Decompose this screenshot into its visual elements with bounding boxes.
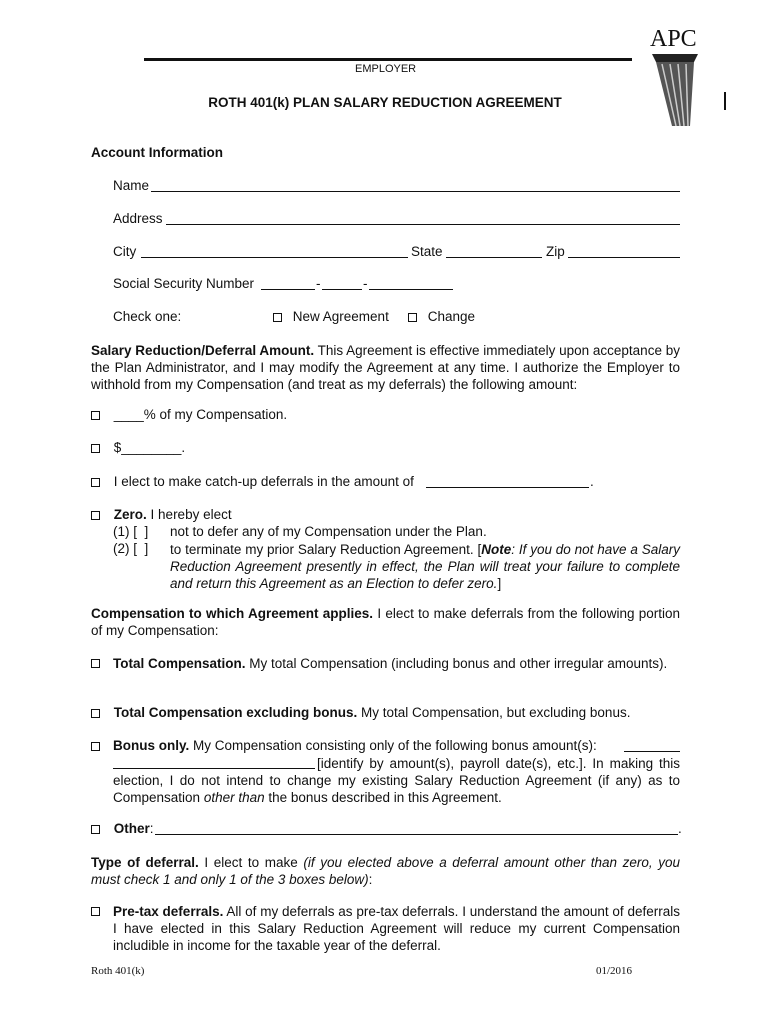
deferral-paragraph xyxy=(91,854,680,888)
catchup-end: . xyxy=(590,474,594,489)
zero-1-num[interactable]: (1) [ ] xyxy=(113,524,149,539)
zero-text: I hereby elect xyxy=(150,507,232,522)
ssn-field-3[interactable] xyxy=(369,289,453,290)
pretax-checkbox-wrap[interactable] xyxy=(91,903,100,918)
deferral-heading: Type of deferral. xyxy=(91,855,199,870)
zero-2-note-text: : If you do not have a Salary Reduction Agreement presently in effect, the Plan will treat your failure to complete and return this Agreement as an Election to defer zero. xyxy=(170,542,680,591)
checkbox[interactable] xyxy=(91,907,100,916)
catchup-option[interactable] xyxy=(91,474,414,489)
name-field[interactable] xyxy=(151,191,680,192)
checkbox[interactable] xyxy=(273,313,282,322)
checkbox[interactable] xyxy=(408,313,417,322)
deferral-text-italic: (if you elected above a deferral amount other than zero, you must check 1 and only 1 of the 3 boxes below) xyxy=(91,855,681,887)
footer-left: Roth 401(k) xyxy=(91,965,145,977)
column-icon xyxy=(648,26,704,126)
salary-text: This Agreement is effective immediately upon acceptance by the Plan Administrator, and I may modify the Agreement at any time. I authorize the Employer to withhold from my Compensation (and treat as my deferrals) the following amount: xyxy=(91,343,680,392)
ssn-field-1[interactable] xyxy=(261,289,315,290)
bonus-heading: Bonus only. xyxy=(113,738,190,753)
salary-paragraph xyxy=(91,342,680,393)
pretax-heading: Pre-tax deferrals. xyxy=(113,904,224,919)
zero-option[interactable] xyxy=(91,507,232,522)
address-label: Address xyxy=(113,211,163,226)
city-field[interactable] xyxy=(141,257,408,258)
salary-heading: Salary Reduction/Deferral Amount. xyxy=(91,343,315,358)
apc-logo xyxy=(648,26,704,126)
other-colon: : xyxy=(149,821,154,836)
new-agreement-option[interactable] xyxy=(273,309,389,324)
checkbox[interactable] xyxy=(91,444,100,453)
ssn-sep-1: - xyxy=(316,276,321,291)
ssn-field-2[interactable] xyxy=(322,289,362,290)
compensation-paragraph xyxy=(91,605,680,639)
checkbox[interactable] xyxy=(91,825,100,834)
zero-1-text: not to defer any of my Compensation under the Plan. xyxy=(170,524,487,539)
total-comp-option xyxy=(113,655,680,672)
dollar-option[interactable] xyxy=(91,440,185,455)
zero-2-paragraph xyxy=(170,541,680,592)
dollar-label: $________. xyxy=(113,440,186,455)
zip-label: Zip xyxy=(546,244,565,259)
excl-bonus-heading: Total Compensation excluding bonus. xyxy=(113,705,358,720)
excl-bonus-option[interactable] xyxy=(91,705,630,720)
footer-right: 01/2016 xyxy=(596,965,633,977)
change-label: Change xyxy=(427,309,476,324)
new-agreement-label: New Agreement xyxy=(292,309,389,324)
bonus-other-than: other than xyxy=(203,790,265,805)
zero-2-close: ] xyxy=(497,576,502,591)
checkbox[interactable] xyxy=(91,659,100,668)
zero-heading: Zero. xyxy=(113,507,147,522)
checkbox[interactable] xyxy=(91,511,100,520)
total-comp-checkbox-wrap[interactable] xyxy=(91,655,100,670)
catchup-label: I elect to make catch-up deferrals in the amount of xyxy=(113,474,414,489)
other-option[interactable] xyxy=(91,821,154,836)
employer-label: EMPLOYER xyxy=(355,63,417,75)
zero-2-text: to terminate my prior Salary Reduction Agreement. [ xyxy=(170,542,482,557)
bonus-checkbox-wrap[interactable] xyxy=(91,738,100,753)
catchup-amount-field[interactable] xyxy=(426,487,589,488)
percent-label: ____% of my Compensation. xyxy=(113,407,288,422)
other-heading: Other xyxy=(113,821,150,836)
compensation-heading: Compensation to which Agreement applies. xyxy=(91,606,374,621)
change-option[interactable] xyxy=(408,309,475,324)
checkbox[interactable] xyxy=(91,742,100,751)
city-label: City xyxy=(113,244,137,259)
zero-2-note: Note xyxy=(481,542,512,557)
bonus-text-3: the bonus described in this Agreement. xyxy=(268,790,502,805)
employer-line xyxy=(144,58,632,61)
bonus-paragraph xyxy=(113,755,680,806)
total-comp-heading: Total Compensation. xyxy=(113,656,246,671)
bonus-line-1 xyxy=(113,738,597,753)
other-field[interactable] xyxy=(155,834,678,835)
page-title: ROTH 401(k) PLAN SALARY REDUCTION AGREEMENT xyxy=(208,95,562,110)
check-one-label: Check one: xyxy=(113,309,182,324)
total-comp-text: My total Compensation (including bonus and other irregular amounts). xyxy=(249,656,668,671)
state-label: State xyxy=(411,244,443,259)
bonus-text-2: [identify by amount(s), payroll date(s), etc.]. In making this election, I do not intend to change my existing Salary Reduction Agreement (if any) as to Compensation xyxy=(113,756,680,805)
ssn-sep-2: - xyxy=(363,276,368,291)
checkbox[interactable] xyxy=(91,709,100,718)
account-heading: Account Information xyxy=(91,145,223,160)
excl-bonus-text: My total Compensation, but excluding bonus. xyxy=(361,705,631,720)
name-label: Name xyxy=(113,178,150,193)
bonus-text-1: My Compensation consisting only of the following bonus amount(s): xyxy=(193,738,597,753)
ssn-label: Social Security Number xyxy=(113,276,255,291)
compensation-text: I elect to make deferrals from the following portion of my Compensation: xyxy=(91,606,680,638)
checkbox[interactable] xyxy=(91,411,100,420)
logo-text: APC xyxy=(650,26,697,52)
checkbox[interactable] xyxy=(91,478,100,487)
percent-option[interactable] xyxy=(91,407,287,422)
pretax-option xyxy=(113,903,680,954)
pretax-text: All of my deferrals as pre-tax deferrals. I understand the amount of deferrals I have elected in this Salary Reduction Agreement will reduce my current Compensation includible in income for the taxable year of the deferral. xyxy=(113,904,680,953)
other-end: . xyxy=(678,821,682,836)
address-field[interactable] xyxy=(166,224,680,225)
zero-2-num[interactable]: (2) [ ] xyxy=(113,541,149,556)
deferral-text-end: : xyxy=(368,872,373,887)
zip-field[interactable] xyxy=(568,257,680,258)
bonus-amount-field[interactable] xyxy=(624,751,680,752)
state-field[interactable] xyxy=(446,257,542,258)
deferral-text: I elect to make xyxy=(204,855,298,870)
